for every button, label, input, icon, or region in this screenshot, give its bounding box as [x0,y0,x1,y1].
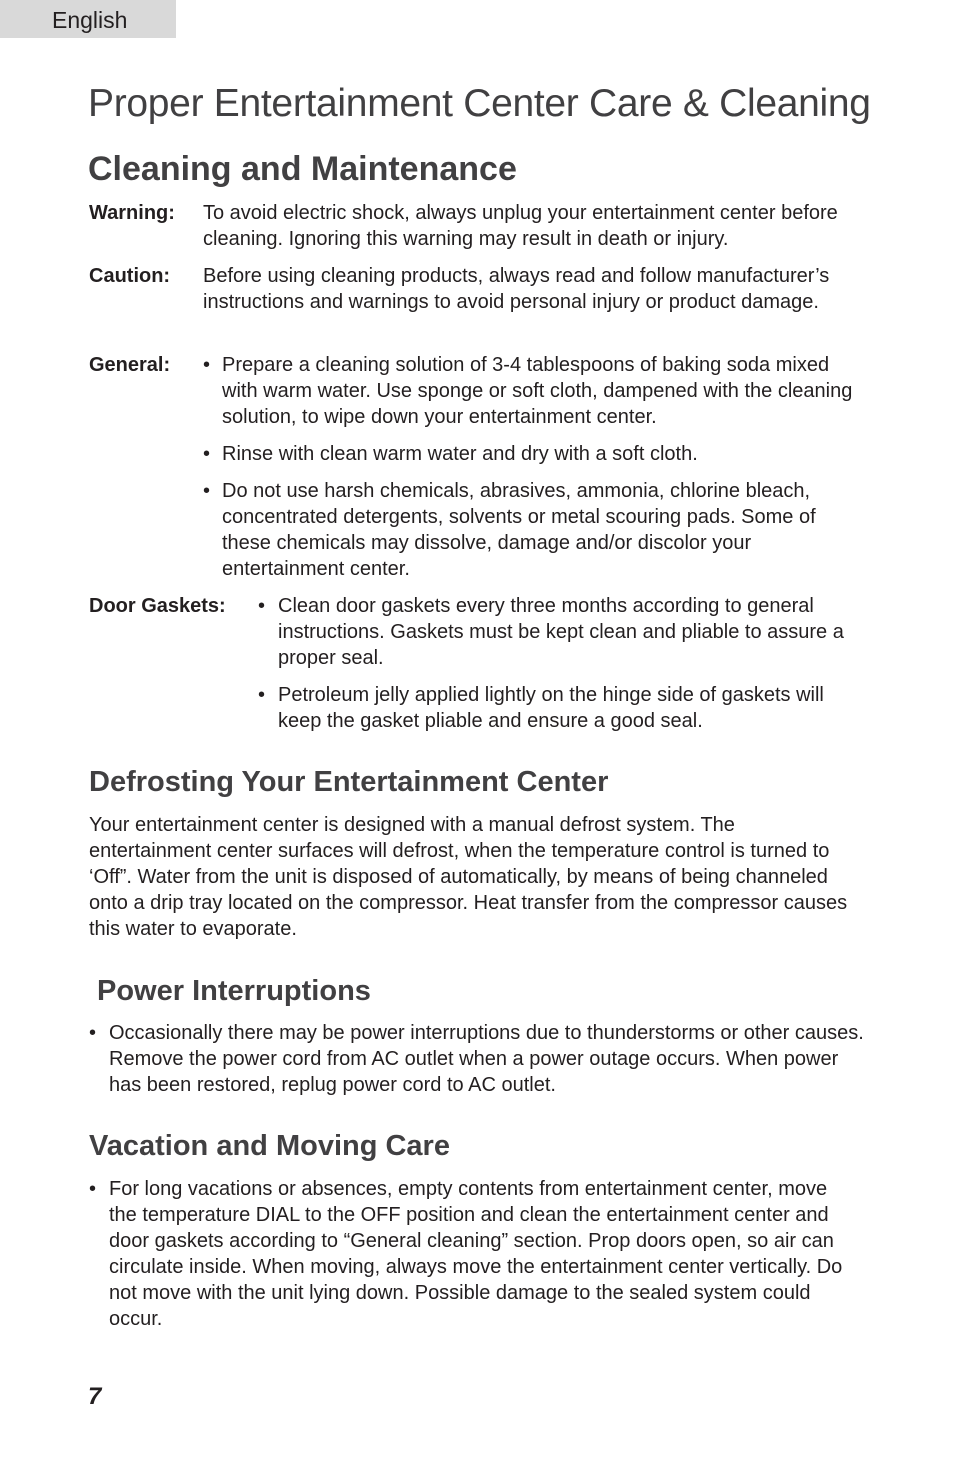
bullet-dot: • [203,354,211,376]
page-title: Proper Entertainment Center Care & Cleaning [88,82,871,125]
caution-block [89,263,859,341]
general-bullet-text: Prepare a cleaning solution of 3-4 tablespoons of baking soda mixed with warm water. Use sponge or soft cloth, dampened with the cleaning solution, to wipe down your entertainment center. [222,354,853,428]
door-gaskets-bullet-text: Clean door gaskets every three months according to general instructions. Gaskets must be kept clean and pliable to assure a proper seal. [278,595,844,669]
bullet-dot: • [203,480,211,502]
bullet-dot: • [258,595,266,617]
list-item [203,441,863,467]
list-item [89,1176,864,1332]
caution-text: Before using cleaning products, always read and follow manufacturer’s instructions and warnings to avoid personal injury or product damage. [203,265,830,313]
bullet-dot: • [258,684,266,706]
bullet-dot: • [89,1022,97,1044]
power-bullet-text: Occasionally there may be power interruptions due to thunderstorms or other causes. Remove the power cord from AC outlet when a power outage occurs. When power has been restored, replug power cord to AC outlet. [109,1022,864,1096]
warning-block [89,200,859,252]
warning-label: Warning: [89,202,175,224]
language-tab: English [0,0,176,38]
list-item [258,593,868,671]
caution-label: Caution: [89,265,171,287]
vacation-bullet-text: For long vacations or absences, empty contents from entertainment center, move the temperature DIAL to the OFF position and clean the entertainment center and door gaskets according to “General cleaning” section. Prop doors open, so air can circulate inside. When moving, always move the entertainment center vertically. Do not move with the unit lying down. Possible damage to the sealed system could occur. [109,1178,843,1330]
door-gaskets-bullet-text: Petroleum jelly applied lightly on the hinge side of gaskets will keep the gasket pliable and ensure a good seal. [278,684,824,732]
warning-text: To avoid electric shock, always unplug your entertainment center before cleaning. Ignoring this warning may result in death or injury. [203,202,838,250]
door-gaskets-block [89,593,259,619]
general-bullet-text: Rinse with clean warm water and dry with a soft cloth. [222,443,698,465]
list-item [203,478,863,582]
bullet-dot: • [89,1178,97,1200]
general-bullet-text: Do not use harsh chemicals, abrasives, ammonia, chlorine bleach, concentrated detergents, solvents or metal scouring pads. Some of these chemicals may dissolve, damage and/or discolor your entertainment center. [222,480,816,580]
cleaning-heading: Cleaning and Maintenance [88,150,517,188]
door-gaskets-label: Door Gaskets: [89,595,226,617]
list-item [258,682,868,734]
list-item [203,352,863,430]
defrosting-heading: Defrosting Your Entertainment Center [89,766,609,798]
power-heading: Power Interruptions [97,975,371,1007]
page-number: 7 [88,1383,102,1410]
general-label: General: [89,354,171,376]
general-block [89,352,189,378]
list-item [89,1020,864,1098]
defrosting-text: Your entertainment center is designed with a manual defrost system. The entertainment center surfaces will defrost, when the temperature control is turned to ‘Off”. Water from the unit is disposed of automatically, by means of being channeled onto a drip tray located on the compressor. Heat transfer from the compressor causes this water to evaporate. [89,814,848,940]
bullet-dot: • [203,443,211,465]
vacation-heading: Vacation and Moving Care [89,1130,450,1162]
